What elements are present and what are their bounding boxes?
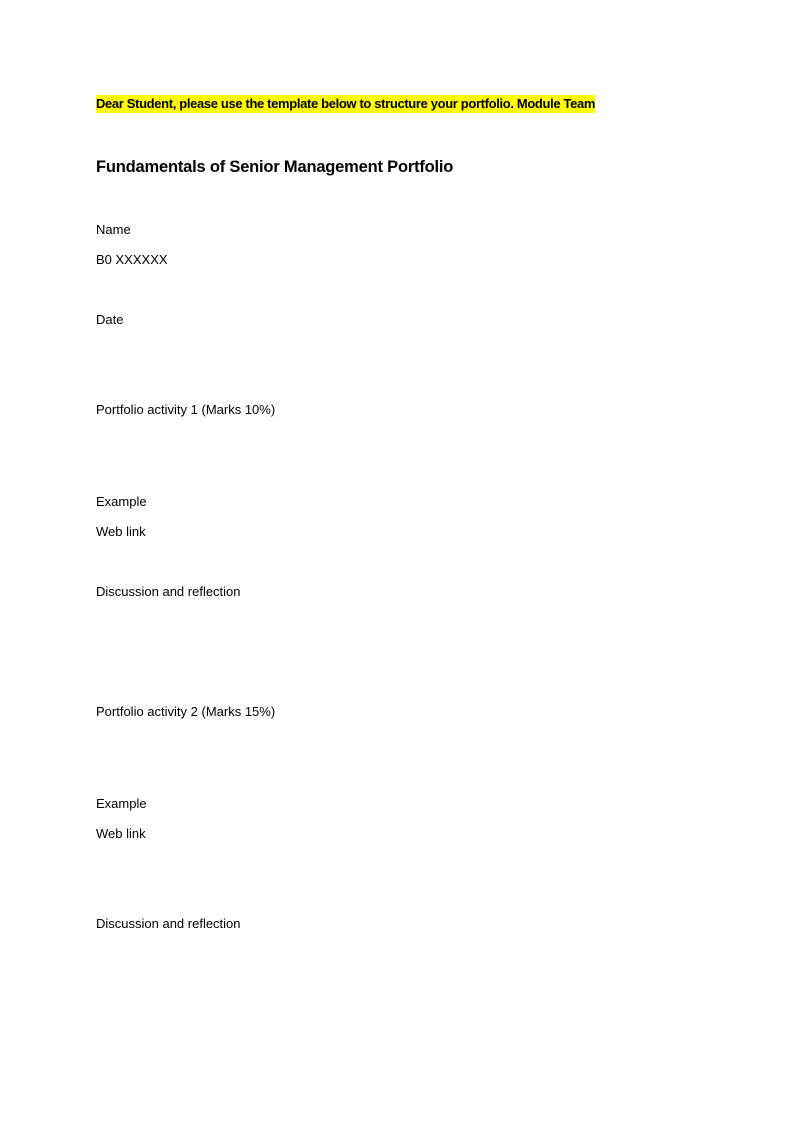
- template-notice: Dear Student, please use the template below to structure your portfolio. Module Team: [96, 96, 596, 111]
- activity-1-discussion-label: Discussion and reflection: [96, 584, 241, 599]
- activity-2-heading: Portfolio activity 2 (Marks 15%): [96, 704, 276, 719]
- document-title: Fundamentals of Senior Management Portfolio: [96, 158, 454, 176]
- activity-1-example-label: Example: [96, 494, 147, 509]
- activity-2-weblink-label: Web link: [96, 826, 146, 841]
- student-id: B0 XXXXXX: [96, 252, 168, 267]
- name-label: Name: [96, 222, 131, 237]
- date-label: Date: [96, 312, 124, 327]
- activity-2-discussion-label: Discussion and reflection: [96, 916, 241, 931]
- activity-1-heading: Portfolio activity 1 (Marks 10%): [96, 402, 276, 417]
- notice-line: [96, 96, 595, 112]
- activity-2-example-label: Example: [96, 796, 147, 811]
- activity-1-weblink-label: Web link: [96, 524, 146, 539]
